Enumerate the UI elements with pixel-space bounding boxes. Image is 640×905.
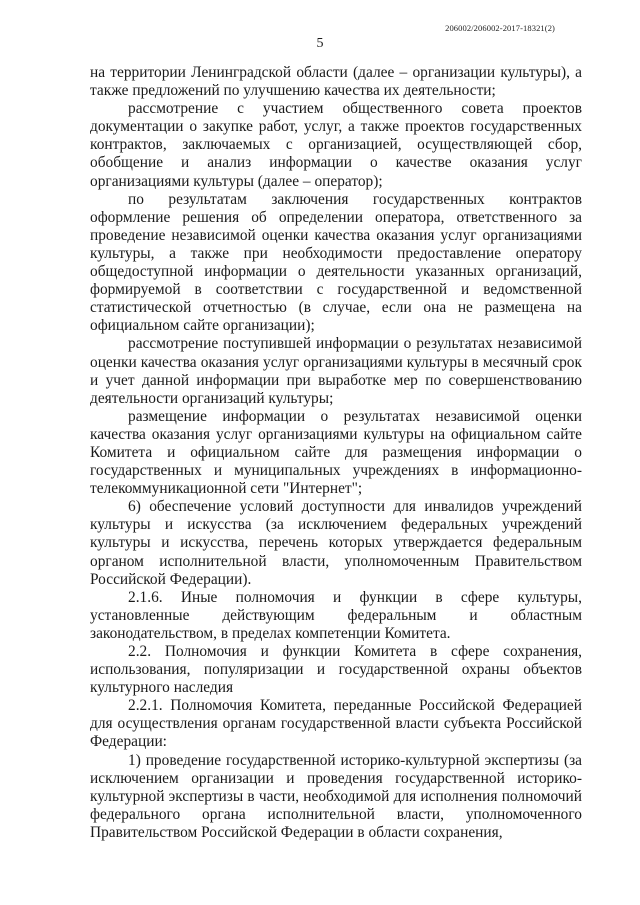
paragraph-results-publication: размещение информации о результатах независимой оценки качества оказания услуг организациями культуры на официальном сайте Комитета и официальном сайте для размещения информации о государственных и муниципальных учреждениях в информационно-телекоммуникационной сети "Интернет"; bbox=[90, 407, 582, 498]
paragraph-expertise: 1) проведение государственной историко-культурной экспертизы (за исключением организации и проведения государственной историко-культурной экспертизы в части, необходимой для исполнения полномочий федерального органа исполнительной власти, уполномоченного Правительством Российской Федерации в области сохранения, bbox=[90, 751, 582, 841]
paragraph-operator-decision: по результатам заключения государственных контрактов оформление решения об определении оператора, ответственного за проведение независимой оценки качества оказания услуг организациями культуры, а также при необходимости предоставление оператору общедоступной информации о деятельности указанных организаций, формируемой в соответствии с государственной и ведомственной статистической отчетностью (в случае, если она не размещена на официальном сайте организации); bbox=[90, 190, 582, 335]
paragraph-results-review: рассмотрение поступившей информации о результатах независимой оценки качества оказания услуг организациями культуры в месячный срок и учет данной информации при выработке мер по совершенствованию деятельности организаций культуры; bbox=[90, 335, 582, 407]
paragraph-2-2-1: 2.2.1. Полномочия Комитета, переданные Российской Федерацией для осуществления органам государственной власти субъекта Российской Федерации: bbox=[90, 697, 582, 751]
page-number: 5 bbox=[316, 36, 324, 51]
paragraph-continuation: на территории Ленинградской области (далее – организации культуры), а также предложений по улучшению качества их деятельности; bbox=[90, 64, 582, 100]
paragraph-public-council-review: рассмотрение с участием общественного совета проектов документации о закупке работ, услуг, а также проектов государственных контрактов, заключаемых с организацией, осуществляющей сбор, обобщение и анализ информации о качестве оказания услуг организациями культуры (далее – оператор); bbox=[90, 100, 582, 190]
paragraph-accessibility: 6) обеспечение условий доступности для инвалидов учреждений культуры и искусства (за исключением федеральных учреждений культуры и искусства, перечень которых утверждается федеральным органом исполнительной власти, уполномоченным Правительством Российской Федерации). bbox=[90, 498, 582, 588]
paragraph-2-2-heading: 2.2. Полномочия и функции Комитета в сфере сохранения, использования, популяризации и государственной охраны объектов культурного наследия bbox=[90, 643, 582, 697]
paragraph-2-1-6: 2.1.6. Иные полномочия и функции в сфере культуры, установленные действующим федеральным и областным законодательством, в пределах компетенции Комитета. bbox=[90, 588, 582, 642]
document-body bbox=[90, 64, 582, 842]
document-code: 206002/206002-2017-18321(2) bbox=[445, 23, 555, 33]
